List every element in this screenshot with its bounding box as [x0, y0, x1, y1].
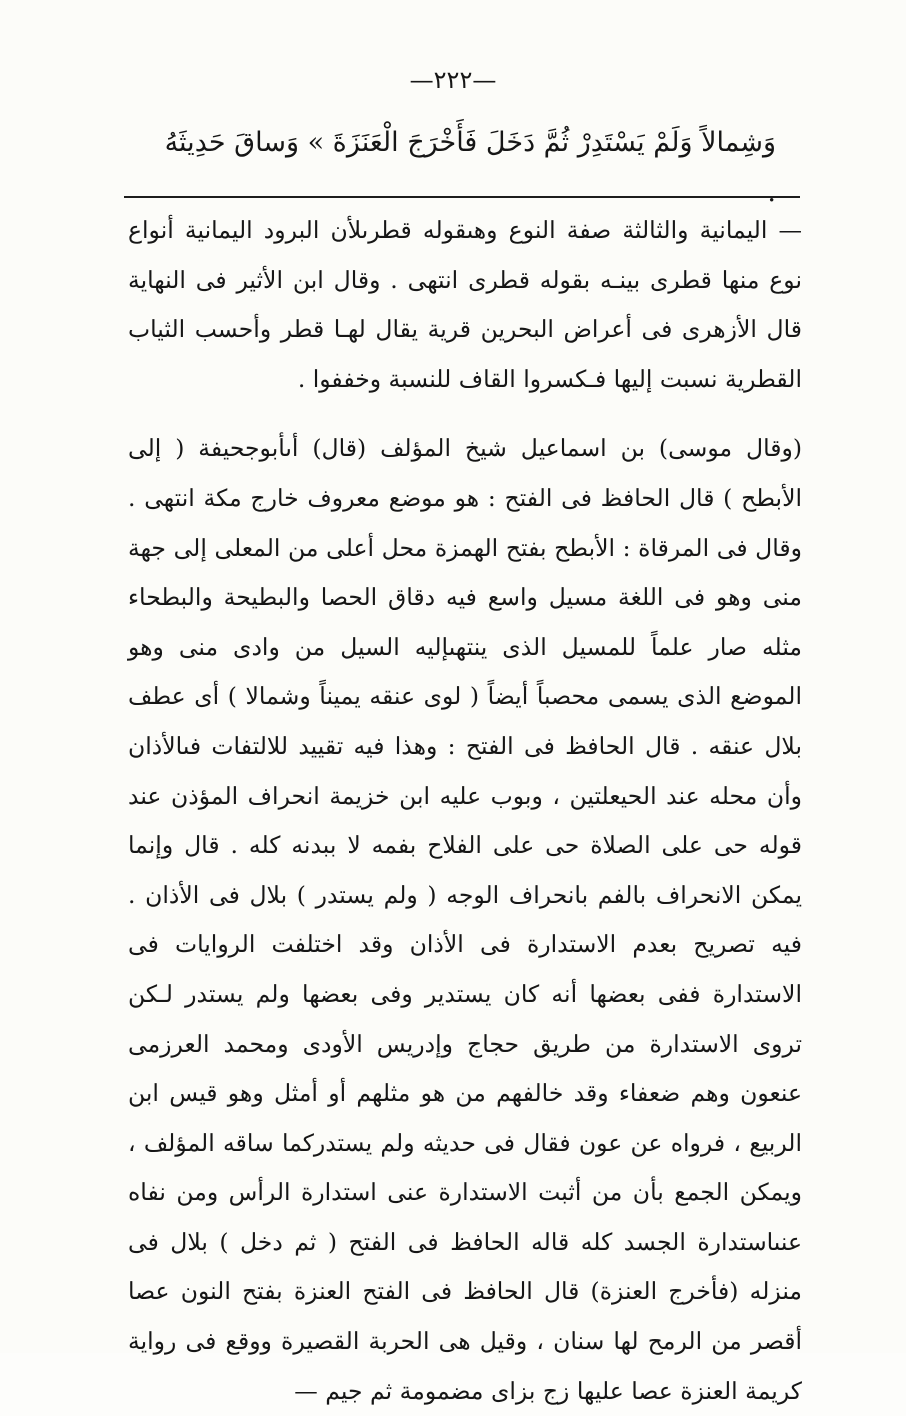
hadith-text: وَشِمالاً وَلَمْ يَسْتَدِرْ ثُمَّ دَخَلَ فَأَخْرَجَ الْعَنَزَةَ » وَساقَ حَدِيثَهُ .	[164, 127, 776, 208]
commentary-paragraph: — اليمانية والثالثة صفة النوع وهىقوله قطرىلأن البرود اليمانية أنواع نوع منها قطرى بينـه بقوله قطرى انتهى . وقال ابن الأثير فى النهاية قال الأزهرى فى أعراض البحرين قرية يقال لهـا قطر وأحسب الثياب القطرية نسبت إليها فـكسروا القاف للنسبة وخففوا .	[128, 216, 802, 393]
page-number: —٢٢٢—	[409, 66, 497, 94]
commentary-block	[128, 206, 802, 1416]
separator-line	[124, 196, 800, 198]
commentary-paragraph: (وقال موسى) بن اسماعيل شيخ المؤلف (قال) أىأبوجحيفة ( إلى الأبطح ) قال الحافظ فى الفتح : هو موضع معروف خارج مكة انتهى . وقال فى المرقاة : الأبطح بفتح الهمزة محل أعلى من المعلى إلى جهة منى وهو فى اللغة مسيل واسع فيه دقاق الحصا والبطيحة والبطحاء مثله صار علماً للمسيل الذى ينتهىإليه السيل من وادى منى وهو الموضع الذى يسمى محصباً أيضاً ( لوى عنقه يميناً وشمالا ) أى عطف بلال عنقه . قال الحافظ فى الفتح : وهذا فيه تقييد للالتفات فىالأذان وأن محله عند الحيعلتين ، وبوب عليه ابن خزيمة انحراف المؤذن عند قوله حى على الصلاة حى على الفلاح بفمه لا ببدنه كله . قال وإنما يمكن الانحراف بالفم بانحراف الوجه ( ولم يستدر ) بلال فى الأذان . فيه تصريح بعدم الاستدارة فى الأذان وقد اختلفت الروايات فى الاستدارة ففى بعضها أنه كان يستدير وفى بعضها ولم يستدر لـكن تروى الاستدارة من طريق حجاج وإدريس الأودى ومحمد العرزمى عنعون وهم ضعفاء وقد خالفهم من هو مثلهم أو أمثل وهو قيس ابن الربيع ، فرواه عن عون فقال فى حديثه ولم يستدركما ساقه المؤلف ، ويمكن الجمع بأن من أثبت الاستدارة عنى استدارة الرأس ومن نفاه عنىاستدارة الجسد كله قاله الحافظ فى الفتح ( ثم دخل ) بلال فى منزله (فأخرج العنزة) قال الحافظ فى الفتح العنزة بفتح النون عصا أقصر من الرمح لها سنان ، وقيل هى الحربة القصيرة ووقع فى رواية كريمة العنزة عصا عليها زج بزاى مضمومة ثم جيم —	[128, 434, 802, 1405]
